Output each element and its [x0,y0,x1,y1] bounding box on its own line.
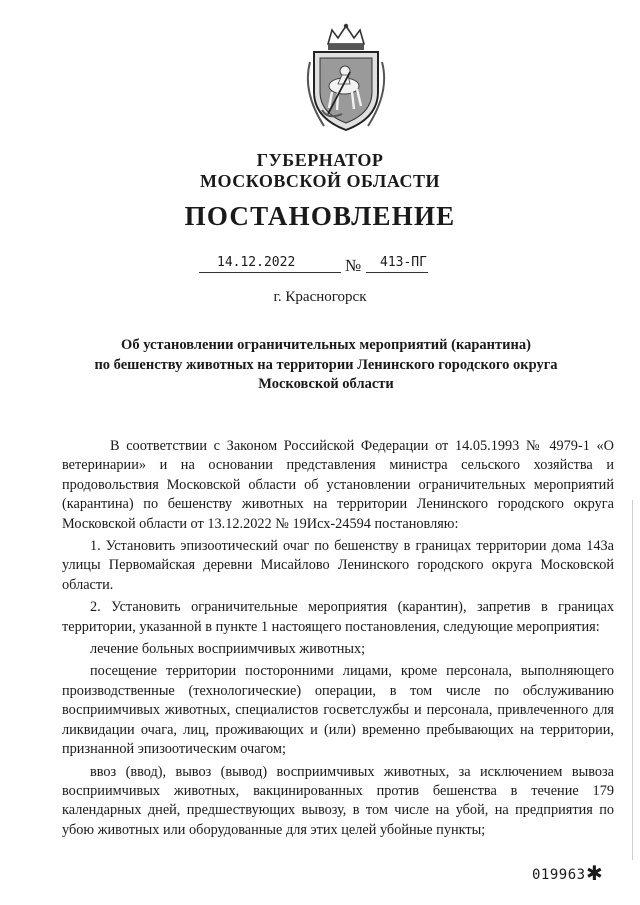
region-heading: МОСКОВСКОЙ ОБЛАСТИ [200,171,440,191]
serial-number: 019963 [532,867,586,883]
restriction-item: ввоз (ввод), вывоз (вывод) восприимчивых животных, за исключением вывоза восприимчивых животных, вакцинированных против бешенства в течение 179 календарных дней, предшествующих вывозу, в том числе на убой, на предприятия по убою животных или оборудованные для этих целей убойные пункты; [62,763,614,838]
decree-date: 14.12.2022 [199,255,341,273]
coat-of-arms-emblem [298,22,394,134]
title-line: по бешенству животных на территории Ленинского городского округа [94,356,558,373]
decree-number: 413-ПГ [366,255,428,273]
governor-heading: ГУБЕРНАТОР [256,150,384,170]
issue-city: г. Красногорск [273,289,367,305]
scan-edge-line [632,500,633,860]
decree-body [62,437,614,840]
title-line: Московской области [258,376,394,392]
title-line: Об установлении ограничительных мероприятий (карантина) [121,337,531,353]
restriction-item: посещение территории посторонними лицами, кроме персонала, выполняющего производственные (технологические) операции, в том числе по обслуживанию восприимчивых животных, специалистов госветслужбы и персонала, привлеченного для ликвидации очага, лиц, проживающих и (или) временно пребывающих на территории, признанной эпизоотическим очагом; [62,663,614,758]
date-number-row [0,255,640,279]
number-sign: № [345,256,362,275]
asterisk-mark: ✱ [586,863,603,885]
clause-2-paragraph: 2. Установить ограничительные мероприятия (карантин), запретив в границах территории, указанной в пункте 1 настоящего постановления, следующие мероприятия: [62,599,614,635]
clause-1-paragraph: 1. Установить эпизоотический очаг по бешенству в границах территории дома 143а улицы Первомайская деревни Мисайлово Ленинского городского округа Московской области. [62,538,614,593]
document-type-heading: ПОСТАНОВЛЕНИЕ [184,201,456,231]
decree-title [86,336,566,395]
preamble-paragraph: В соответствии с Законом Российской Федерации от 14.05.1993 № 4979-1 «О ветеринарии» и на основании представления министра сельского хозяйства и продовольствия Московской области об установлении ограничительных мероприятий (карантина) по бешенству животных на территории Ленинского городского округа Московской области от 13.12.2022 № 19Исх-24594 постановляю: [62,438,614,532]
restriction-item: лечение больных восприимчивых животных; [90,641,366,658]
